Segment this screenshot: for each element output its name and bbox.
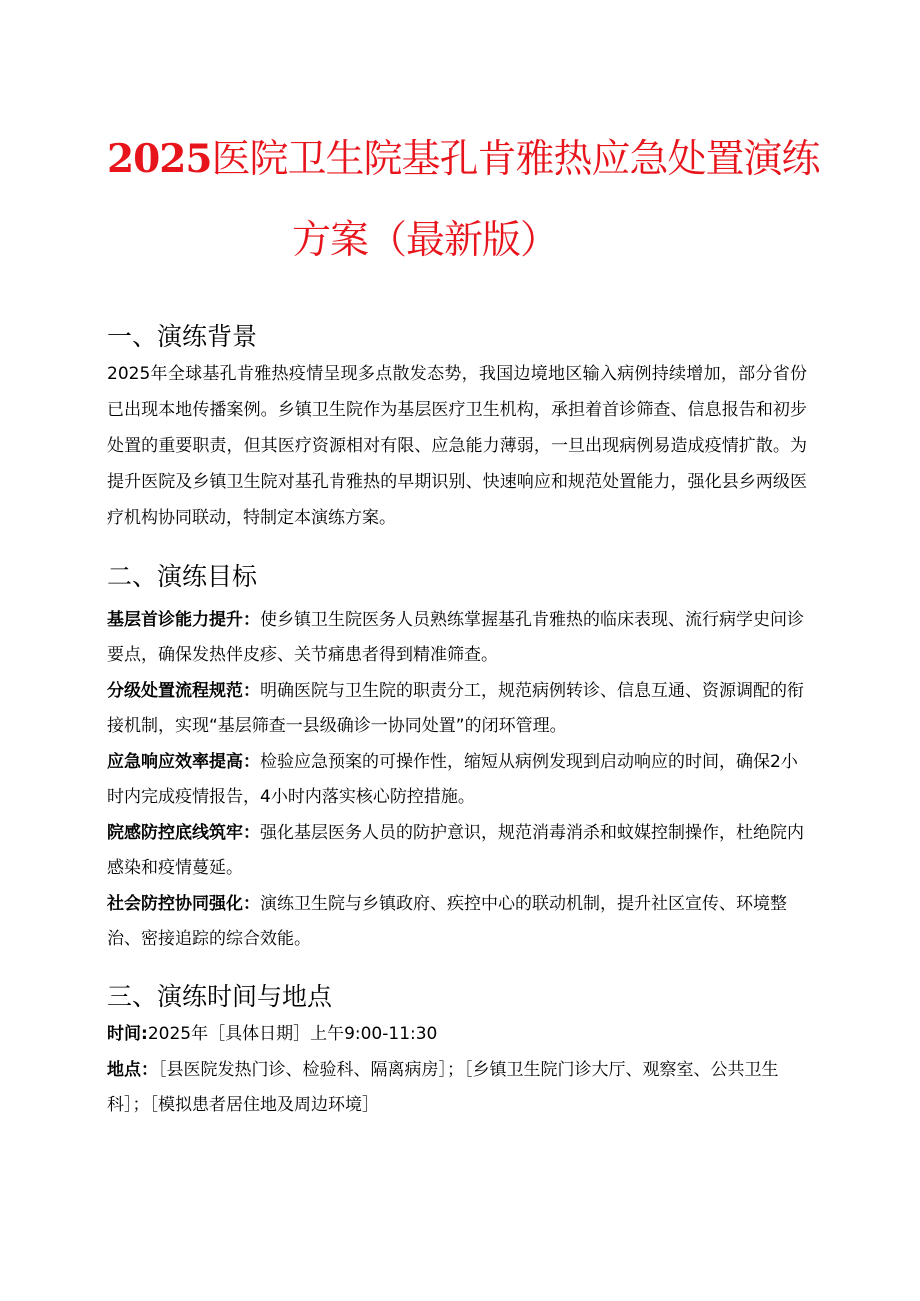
time-line	[107, 1017, 807, 1052]
goal-item	[107, 674, 807, 744]
document-title-line-1	[107, 128, 820, 184]
goal-text: 明确医院与卫生院的职责分工，规范病例转诊、信息互通、资源调配的衔接机制，实现“基层筛查一县级确诊一协同处置”的闭环管理。	[107, 681, 804, 736]
goal-item	[107, 603, 807, 673]
title-year: 2025	[107, 136, 212, 182]
goal-item	[107, 745, 807, 815]
title-line1-text: 医院卫生院基孔肯雅热应急处置演练	[211, 137, 820, 182]
goal-text: 强化基层医务人员的防护意识，规范消毒消杀和蚊媒控制操作，杜绝院内感染和疫情蔓延。	[107, 823, 804, 878]
section-heading-background: 一、演练背景	[107, 322, 258, 351]
time-label: 时间:	[107, 1024, 148, 1044]
goal-label: 院感防控底线筑牢：	[107, 823, 260, 843]
place-label: 地点：	[107, 1060, 158, 1080]
goal-label: 社会防控协同强化：	[107, 894, 260, 914]
goal-label: 分级处置流程规范：	[107, 681, 260, 701]
section-heading-goals: 二、演练目标	[107, 562, 258, 591]
place-line	[107, 1053, 807, 1123]
place-value: ［县医院发热门诊、检验科、隔离病房］；［乡镇卫生院门诊大厅、观察室、公共卫生科］；［模拟患者居住地及周边环境］	[107, 1060, 779, 1115]
goal-item	[107, 887, 807, 957]
section-heading-time-place: 三、演练时间与地点	[107, 982, 333, 1011]
goal-text: 演练卫生院与乡镇政府、疾控中心的联动机制，提升社区宣传、环境整治、密接追踪的综合效能。	[107, 894, 787, 949]
document-title-line-2: 方案（最新版）	[292, 218, 559, 263]
background-paragraph: 2025年全球基孔肯雅热疫情呈现多点散发态势，我国边境地区输入病例持续增加，部分省份已出现本地传播案例。乡镇卫生院作为基层医疗卫生机构，承担着首诊筛查、信息报告和初步处置的重要职责，但其医疗资源相对有限、应急能力薄弱，一旦出现病例易造成疫情扩散。为提升医院及乡镇卫生院对基孔肯雅热的早期识别、快速响应和规范处置能力，强化县乡两级医疗机构协同联动，特制定本演练方案。	[107, 364, 807, 528]
time-value: 2025年［具体日期］上午9:00-11:30	[147, 1024, 438, 1044]
goal-text: 使乡镇卫生院医务人员熟练掌握基孔肯雅热的临床表现、流行病学史问诊要点，确保发热伴皮疹、关节痛患者得到精准筛查。	[107, 610, 804, 665]
goal-label: 应急响应效率提高：	[107, 752, 260, 772]
goal-item	[107, 816, 807, 886]
goal-text: 检验应急预案的可操作性，缩短从病例发现到启动响应的时间，确保2小时内完成疫情报告，4小时内落实核心防控措施。	[107, 752, 798, 807]
goal-label: 基层首诊能力提升：	[107, 610, 260, 630]
